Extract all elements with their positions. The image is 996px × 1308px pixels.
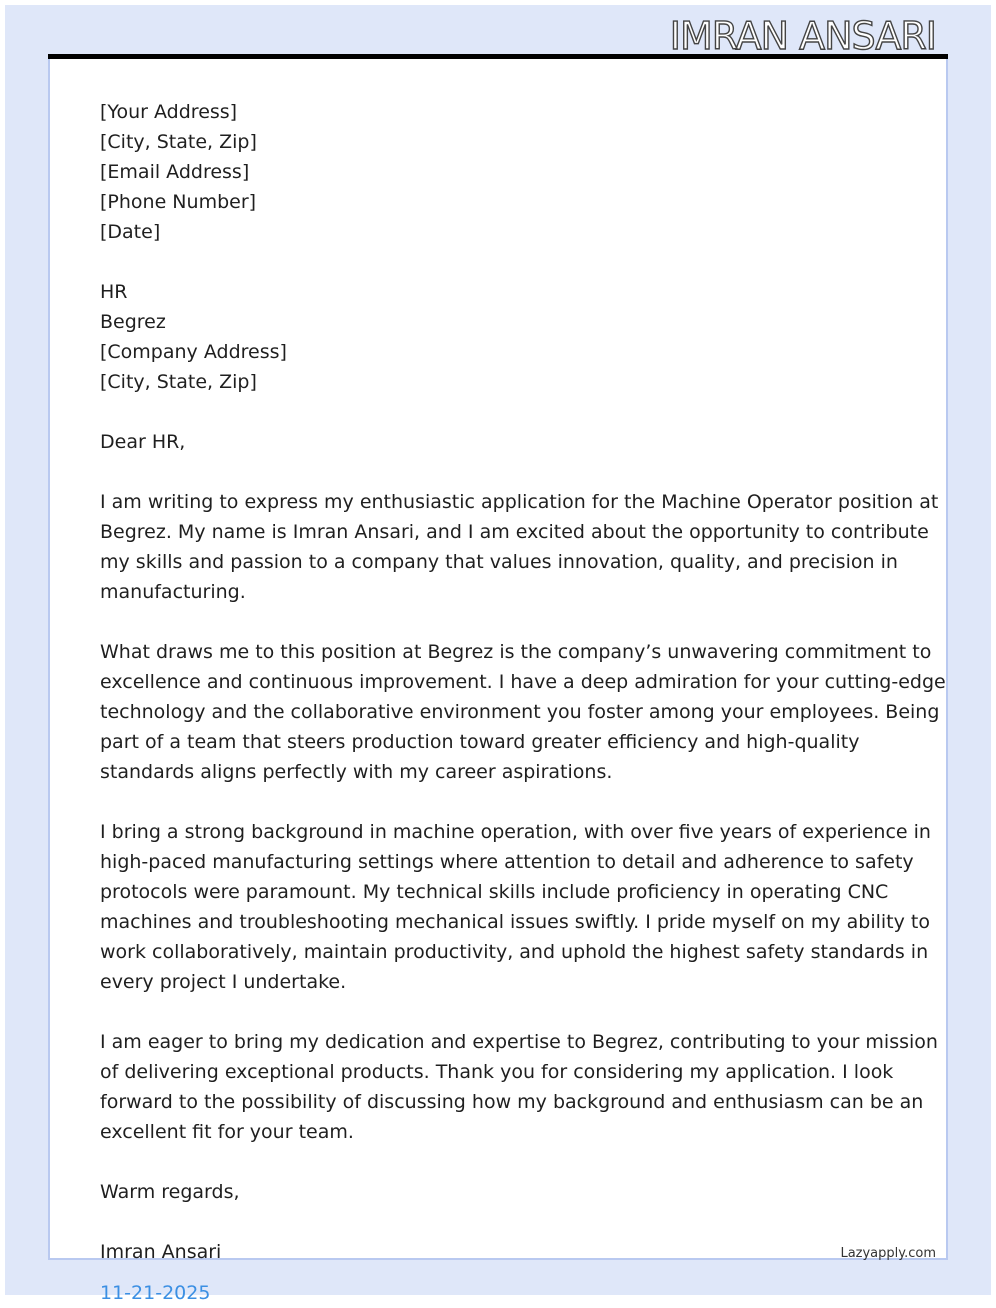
paragraph-line: I am writing to express my enthusiastic application for the Machine Operator position at [100, 491, 939, 513]
spacer [100, 997, 890, 1027]
paragraph-line: excellent fit for your team. [100, 1121, 354, 1143]
paragraph-line: work collaboratively, maintain productivity, and uphold the highest safety standards in [100, 941, 929, 963]
spacer [100, 247, 890, 277]
sender-date: [Date] [100, 221, 161, 243]
salutation: Dear HR, [100, 431, 186, 453]
paragraph-line: forward to the possibility of discussing how my background and enthusiasm can be an [100, 1091, 924, 1113]
paragraph-line: standards aligns perfectly with my career aspirations. [100, 761, 613, 783]
paragraph-line: What draws me to this position at Begrez is the company’s unwavering commitment to [100, 641, 932, 663]
sender-email: [Email Address] [100, 161, 250, 183]
paragraph-2 [100, 637, 946, 787]
recipient-address: [Company Address] [100, 341, 287, 363]
paragraph-line: high-paced manufacturing settings where attention to detail and adherence to safety [100, 851, 914, 873]
paragraph-4 [100, 1027, 938, 1147]
spacer [100, 1147, 890, 1177]
paragraph-1 [100, 487, 939, 607]
paragraph-line: machines and troubleshooting mechanical issues swiftly. I pride myself on my ability to [100, 911, 930, 933]
sender-phone: [Phone Number] [100, 191, 257, 213]
recipient-name: HR [100, 281, 128, 303]
sender-city-state-zip: [City, State, Zip] [100, 131, 257, 153]
paragraph-line: I am eager to bring my dedication and expertise to Begrez, contributing to your mission [100, 1031, 938, 1053]
header-name: IMRAN ANSARI [669, 14, 936, 58]
letter-body [100, 97, 946, 1267]
paragraph-line: my skills and passion to a company that values innovation, quality, and precision in [100, 551, 898, 573]
footer-date: 11-21-2025 [100, 1282, 211, 1304]
recipient-city-state-zip: [City, State, Zip] [100, 371, 257, 393]
recipient-block [100, 277, 890, 397]
paragraph-line: every project I undertake. [100, 971, 347, 993]
spacer [100, 397, 890, 427]
recipient-company: Begrez [100, 311, 166, 333]
watermark: Lazyapply.com [840, 1246, 936, 1261]
paragraph-3 [100, 817, 931, 997]
spacer [100, 787, 890, 817]
spacer [100, 457, 890, 487]
paragraph-line: excellence and continuous improvement. I have a deep admiration for your cutting-edge [100, 671, 946, 693]
spacer [100, 1207, 890, 1237]
paragraph-line: of delivering exceptional products. Thank you for considering my application. I look [100, 1061, 894, 1083]
paragraph-line: technology and the collaborative environment you foster among your employees. Being [100, 701, 940, 723]
paragraph-line: I bring a strong background in machine operation, with over five years of experience in [100, 821, 931, 843]
spacer [100, 607, 890, 637]
signature: Imran Ansari [100, 1241, 222, 1263]
closing: Warm regards, [100, 1181, 240, 1203]
sender-block [100, 97, 890, 247]
paragraph-line: Begrez. My name is Imran Ansari, and I am excited about the opportunity to contribute [100, 521, 929, 543]
paragraph-line: manufacturing. [100, 581, 246, 603]
paragraph-line: part of a team that steers production toward greater efficiency and high-quality [100, 731, 860, 753]
sender-address: [Your Address] [100, 101, 238, 123]
paragraph-line: protocols were paramount. My technical skills include proficiency in operating CNC [100, 881, 889, 903]
